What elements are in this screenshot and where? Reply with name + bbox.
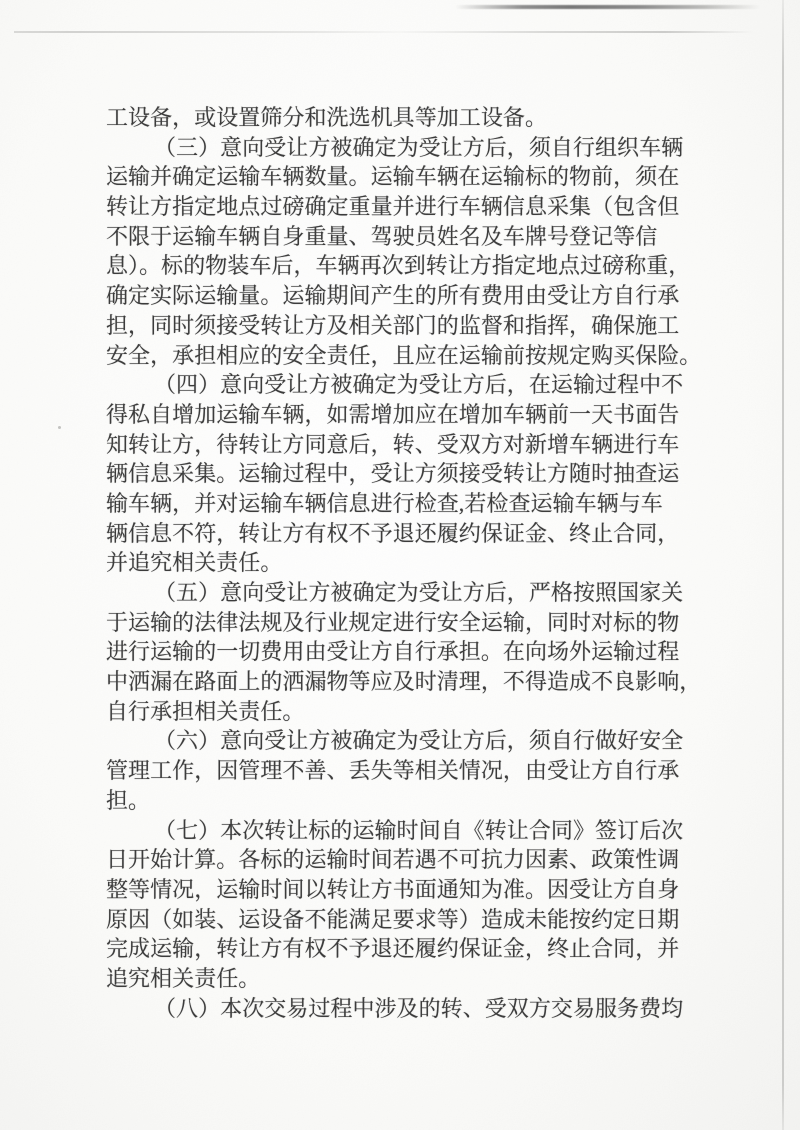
text-line: 自行承担相关责任。 [106,698,305,724]
text-line: （六）意向受让方被确定为受让方后，须自行做好安全 [154,728,684,754]
text-line: 中洒漏在路面上的洒漏物等应及时清理，不得造成不良影响， [106,669,702,695]
scan-speck [58,426,61,429]
text-line: 运输并确定运输车辆数量。运输车辆在运输标的物前，须在 [106,164,680,190]
text-line: 辆信息不符，转让方有权不予退还履约保证金、终止合同， [106,520,680,546]
text-line: （七）本次转让标的运输时间自《转让合同》签订后次 [154,817,684,843]
text-line: 完成运输，转让方有权不予退还履约保证金，终止合同，并 [106,936,680,962]
text-line: 不限于运输车辆自身重量、驾驶员姓名及车牌号登记等信 [106,223,658,249]
text-line: 得私自增加运输车辆，如需增加应在增加车辆前一天书面告 [106,401,680,427]
text-line: 知转让方，待转让方同意后，转、受双方对新增车辆进行车 [106,431,680,457]
paper-edge-line [782,0,784,1130]
text-line: 输车辆，并对运输车辆信息进行检查,若检查运输车辆与车 [106,490,663,516]
text-line: 进行运输的一切费用由受让方自行承担。在向场外运输过程 [106,639,680,665]
text-line: （五）意向受让方被确定为受让方后，严格按照国家关 [154,580,684,605]
text-line: 原因（如装、运设备不能满足要求等）造成未能按约定日期 [106,906,680,932]
scanner-streak-dark [455,5,760,9]
text-line: 工设备，或设置筛分和洗选机具等加工设备。 [106,105,548,130]
document-body [106,103,722,1023]
scanner-streak-faint [14,31,754,33]
text-line: 辆信息采集。运输过程中，受让方须接受转让方随时抽查运 [106,461,680,487]
text-line: 担，同时须接受转让方及相关部门的监督和指挥，确保施工 [106,312,680,338]
text-line: 管理工作，因管理不善、丢失等相关情况，由受让方自行承 [106,758,680,784]
text-line: 安全，承担相应的安全责任，且应在运输前按规定购买保险。 [106,342,702,368]
text-line: （三）意向受让方被确定为受让方后，须自行组织车辆 [154,134,684,160]
text-line: 转让方指定地点过磅确定重量并进行车辆信息采集（包含但 [106,194,680,220]
text-line: 确定实际运输量。运输期间产生的所有费用由受让方自行承 [106,283,680,309]
text-line: （八）本次交易过程中涉及的转、受双方交易服务费均 [154,995,684,1021]
text-line: （四）意向受让方被确定为受让方后，在运输过程中不 [154,372,684,398]
text-line: 追究相关责任。 [106,965,261,991]
text-line: 日开始计算。各标的运输时间若遇不可抗力因素、政策性调 [106,847,680,873]
text-line: 担。 [106,787,151,813]
text-line: 并追究相关责任。 [106,550,283,576]
text-line: 整等情况，运输时间以转让方书面通知为准。因受让方自身 [106,876,680,902]
text-line: 于运输的法律法规及行业规定进行安全运输，同时对标的物 [106,609,680,635]
text-line: 息）。标的物装车后，车辆再次到转让方指定地点过磅称重， [106,253,691,279]
